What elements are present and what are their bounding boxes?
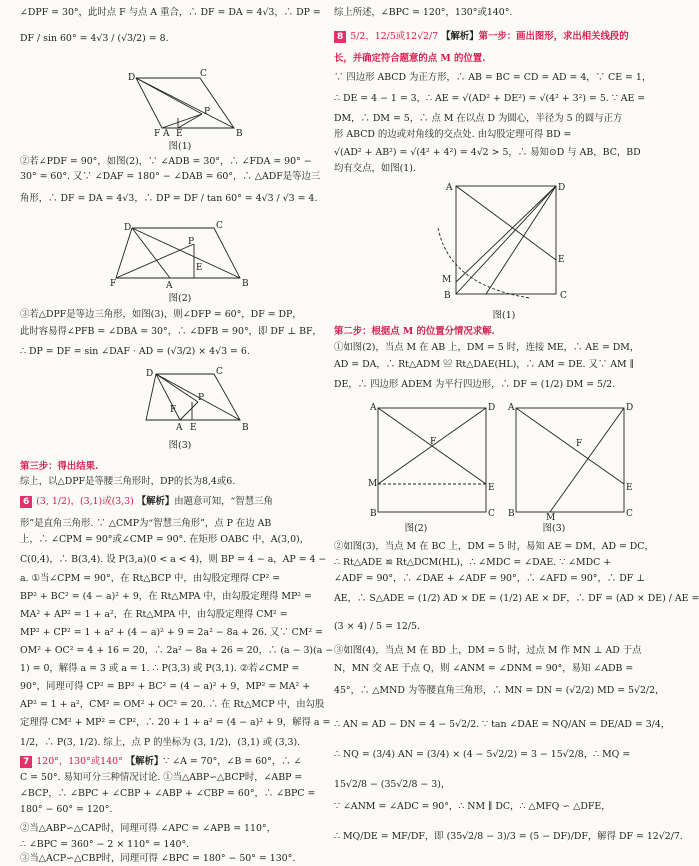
text-line: ∴ AN = AD − DN = 4 − 5√2/2. ∵ tan ∠DAE = NQ/AN = DE/AD = 3/4， <box>334 719 671 730</box>
text-line: ∵ ∠ANM = ∠ADC = 90°，∴ NM ∥ DC，∴ △MFQ ∽ △DFE， <box>334 801 611 812</box>
text-line: ③当△ACP∽△CBP时，同理可得 ∠BPC = 180° − 50° = 130°. <box>20 853 296 864</box>
text-line: 1) = 0，解得 a = 3 或 a = 1. ∴ P(3,3) 或 P(3,1). ②若∠CMP = <box>20 663 300 674</box>
svg-text:C: C <box>200 69 207 79</box>
svg-text:M: M <box>442 275 452 285</box>
svg-text:D: D <box>488 403 496 413</box>
figure-r3-square <box>506 400 636 523</box>
figure-3-trapezoid <box>140 368 250 436</box>
svg-text:P: P <box>198 393 205 403</box>
svg-text:A: A <box>166 281 173 291</box>
text-line: 此时容易得∠PFB = ∠DBA = 30°，∴ ∠DFB = 90°，即 DF ⊥ BF， <box>20 326 322 337</box>
step-heading: 第三步：得出结果. <box>20 461 99 472</box>
left-column <box>20 0 334 866</box>
text-line: ∴ MQ/DE = MF/DF，即 (35√2/8 − 3)/3 = (5 − DF)/DF，解得 DF = 12√2/7. <box>334 831 683 842</box>
text-line: AP² = 1 + a²，CM² = OM² + OC² = 20. ∴ 在 Rt△MCP 中，由勾股 <box>20 699 325 710</box>
text-line: OM² + OC² = 4 + 16 = 20，∴ 2a² − 8a + 26 = 20，∴ (a − 3)(a − <box>20 645 334 656</box>
text-line: 综上所述，∠BPC = 120°，130°或140°. <box>334 7 513 18</box>
text-line: 由题意可知，“智慧三角 <box>174 496 273 507</box>
text-line: MP² + CP² = 1 + a² + (4 − a)² + 9 = 2a² − 8a + 26. 又∵ CM² = <box>20 627 323 638</box>
svg-text:A: A <box>176 423 183 433</box>
text-line: ∴ Rt△ADE ≌ Rt△DCM(HL)，∴ ∠MDC = ∠DAE. ∵ ∠MDC + <box>334 557 612 568</box>
question-8-header <box>334 30 650 43</box>
svg-text:P: P <box>188 237 195 247</box>
svg-text:F: F <box>154 129 161 139</box>
question-6-header <box>20 495 322 508</box>
text-line: ③如图(4)，当点 M 在 BD 上，DM = 5 时，过点 M 作 MN ⊥ AD 于点 <box>334 645 642 656</box>
text-line: ∠ADF = 90°，∴ ∠DAE + ∠ADF = 90°，∴ ∠AFD = 90°，∴ DF ⊥ <box>334 573 646 584</box>
text-line: C(0,4)，∴ B(3,4). 设 P(3,a)(0 < a < 4)，则 BP = 4 − a，AP = 4 − <box>20 554 327 565</box>
svg-text:F: F <box>170 405 177 415</box>
figure-1-caption: 图(1) <box>168 141 192 152</box>
text-line: DF / sin 60° = 4√3 / (√3/2) = 8. <box>20 33 169 44</box>
right-column <box>334 0 699 866</box>
svg-text:D: D <box>558 183 566 193</box>
text-line: ∴ NQ = (3/4) AN = (3/4) × (4 − 5√2/2) = 3 − 15√2/8，∴ MQ = <box>334 749 631 760</box>
analysis-tag: 【解析】 <box>125 756 164 767</box>
text-line: 1/2，∴ P(3, 1/2). 综上，点 P 的坐标为 (3, 1/2)，(3,1) 或 (3,3). <box>20 737 301 748</box>
text-line: ∴ ∠BPC = 360° − 2 × 110° = 140°. <box>20 839 190 850</box>
svg-text:B: B <box>242 279 249 289</box>
step-heading: 长，并确定符合题意的点 M 的位置. <box>334 53 486 64</box>
svg-text:B: B <box>242 423 249 433</box>
figure-2-trapezoid <box>110 222 250 292</box>
question-number: 8 <box>334 31 346 43</box>
figure-r1-caption: 图(1) <box>492 310 516 321</box>
text-line: 角形，∴ DF = DA = 4√3，∴ DP = DF / tan 60° = 4√3 / √3 = 4. <box>20 193 318 204</box>
svg-text:F: F <box>430 437 437 447</box>
text-line: ∠DPF = 30°，此时点 F 与点 A 重合，∴ DF = DA = 4√3，∴ DP = <box>20 7 321 18</box>
text-line: (3 × 4) / 5 = 12/5. <box>334 621 420 632</box>
analysis-tag: 【解析】 <box>136 496 175 507</box>
text-line: a. ①当∠CPM = 90°，在 Rt△BCP 中，由勾股定理得 CP² = <box>20 573 281 584</box>
svg-text:F: F <box>576 439 583 449</box>
answer: (3, 1/2)，(3,1)或(3,3) <box>36 496 134 507</box>
svg-text:D: D <box>124 223 132 233</box>
text-line: N，MN 交 AE 于点 Q，则 ∠ANM = ∠DNM = 90°，易知 ∠ADB = <box>334 663 634 674</box>
svg-text:E: E <box>176 129 183 139</box>
svg-text:C: C <box>216 221 223 231</box>
text-line: 均有交点，如图(1). <box>334 163 416 174</box>
svg-text:D: D <box>626 403 634 413</box>
text-line: ∵ 四边形 ABCD 为正方形，∴ AB = BC = CD = AD = 4，∵ CE = 1， <box>334 72 652 83</box>
svg-text:E: E <box>626 483 633 493</box>
svg-text:C: C <box>560 291 567 301</box>
text-line: AD = DA，∴ Rt△ADM ≌ Rt△DAE(HL)，∴ AM = DE. 又∵ AM ∥ <box>334 359 634 370</box>
text-line: 15√2/8 − (35√2/8 − 3)， <box>334 779 451 790</box>
svg-text:B: B <box>236 129 243 139</box>
svg-text:A: A <box>508 403 515 413</box>
svg-text:B: B <box>370 509 377 519</box>
text-line: ②如图(3)，当点 M 在 BC 上，DM = 5 时，易知 AE = DM，AD = DC， <box>334 541 654 552</box>
question-7-header <box>20 755 322 768</box>
svg-text:M: M <box>546 513 556 523</box>
question-number: 6 <box>20 496 32 508</box>
text-line: ∴ DP = DF = sin ∠DAF · AD = (√3/2) × 4√3 = 6. <box>20 346 250 357</box>
svg-text:E: E <box>190 423 197 433</box>
text-line: ∠BCP，∴ ∠BPC + ∠CBP + ∠ABP + ∠CBP = 60°，∴ ∠BPC = <box>20 788 316 799</box>
text-line: 上，∴ ∠CPM = 90°或∠CMP = 90°. 在矩形 OABC 中，A(3,0)， <box>20 534 310 545</box>
svg-text:A: A <box>370 403 377 413</box>
svg-text:A: A <box>163 129 170 139</box>
figure-r3-caption: 图(3) <box>542 523 566 534</box>
svg-text:B: B <box>508 509 515 519</box>
figure-r2-caption: 图(2) <box>404 523 428 534</box>
text-line: AE，∴ S△ADE = (1/2) AD × DE = (1/2) AE × DF，∴ DF = (AD × DE) / AE = <box>334 593 699 604</box>
svg-text:C: C <box>488 509 495 519</box>
figure-r2-square <box>368 400 498 520</box>
step-heading: 第二步：根据点 M 的位置分情况求解. <box>334 326 495 337</box>
text-line: BP² + BC² = (4 − a)² + 9，在 Rt△MPA 中，由勾股定理得 MP² = <box>20 591 312 602</box>
text-line: ∴ DE = 4 − 1 = 3，∴ AE = √(AD² + DE²) = √(4² + 3²) = 5. ∵ AE = <box>334 93 646 104</box>
text-line: √(AD² + AB²) = √(4² + 4²) = 4√2 > 5，∴ 易知⊙D 与 AB，BC，BD <box>334 147 641 158</box>
text-line: ③若△DPF是等边三角形，如图(3)，则∠DFP = 60°，DF = DP， <box>20 309 302 320</box>
text-line: C = 50°. 易知可分三种情况讨论. ①当△ABP∽△BCP时，∠ABP = <box>20 772 303 783</box>
text-line: 180° − 60° = 120°. <box>20 804 113 815</box>
text-line: 形 ABCD 的边或对角线的交点处. 由勾股定理可得 BD = <box>334 129 572 140</box>
svg-text:E: E <box>488 483 495 493</box>
svg-text:A: A <box>446 183 453 193</box>
text-line: 30° = 60°. 又∵ ∠DAF = 180° − ∠DAB = 60°，∴ △ADF是等边三 <box>20 171 321 182</box>
svg-text:C: C <box>626 509 633 519</box>
text-line: ∵ ∠A = 70°，∠B = 60°，∴ ∠ <box>163 756 302 767</box>
svg-text:P: P <box>204 107 211 117</box>
text-line: 综上，以△DPF是等腰三角形时，DP的长为8,4或6. <box>20 476 236 487</box>
answer: 5/2，12/5或12√2/7 <box>350 31 439 42</box>
figure-r1-square-arc <box>434 178 574 308</box>
text-line: 90°，同理可得 CP² = BP² + BC² = (4 − a)² + 9，MP² = MA² + <box>20 681 311 692</box>
svg-text:D: D <box>128 73 136 83</box>
text-line: 形”是直角三角形. ∵ △CMP为“智慧三角形”，点 P 在边 AB <box>20 518 272 529</box>
figure-1-parallelogram <box>130 70 250 142</box>
text-line: ①如图(2)，当点 M 在 AB 上，DM = 5 时，连接 ME，∴ AE = DM， <box>334 342 640 353</box>
question-number: 7 <box>20 756 32 768</box>
svg-text:F: F <box>110 279 117 289</box>
svg-text:C: C <box>216 367 223 377</box>
svg-text:D: D <box>146 369 154 379</box>
text-line: 定理得 CM² + MP² = CP²，∴ 20 + 1 + a² = (4 − a)² + 9，解得 a = <box>20 717 331 728</box>
text-line: DE，∴ 四边形 ADEM 为平行四边形，∴ DF = (1/2) DM = 5/2. <box>334 379 616 390</box>
svg-text:M: M <box>368 479 378 489</box>
text-line: ②当△ABP∽△CAP时，同理可得 ∠APC = ∠APB = 110°， <box>20 823 276 834</box>
text-line: ②若∠PDF = 90°，如图(2)，∵ ∠ADB = 30°，∴ ∠FDA = 90° − <box>20 156 312 167</box>
text-line: 45°，∴ △MND 为等腰直角三角形，∴ MN = DN = (√2/2) MD = 5√2/2， <box>334 685 665 696</box>
svg-text:B: B <box>444 291 451 301</box>
step-heading: 第一步：画出图形，求出相关线段的 <box>478 31 629 42</box>
figure-2-caption: 图(2) <box>168 293 192 304</box>
figure-3-caption: 图(3) <box>168 440 192 451</box>
answer: 120°，130°或140° <box>36 756 123 767</box>
svg-text:E: E <box>196 263 203 273</box>
analysis-tag: 【解析】 <box>441 31 479 42</box>
svg-text:E: E <box>558 255 565 265</box>
text-line: MA² + AP² = 1 + a²，在 Rt△MPA 中，由勾股定理得 CM² = <box>20 609 288 620</box>
text-line: DM，∴ DM = 5，∴ 点 M 在以点 D 为圆心，半径为 5 的圆与正方 <box>334 113 623 124</box>
